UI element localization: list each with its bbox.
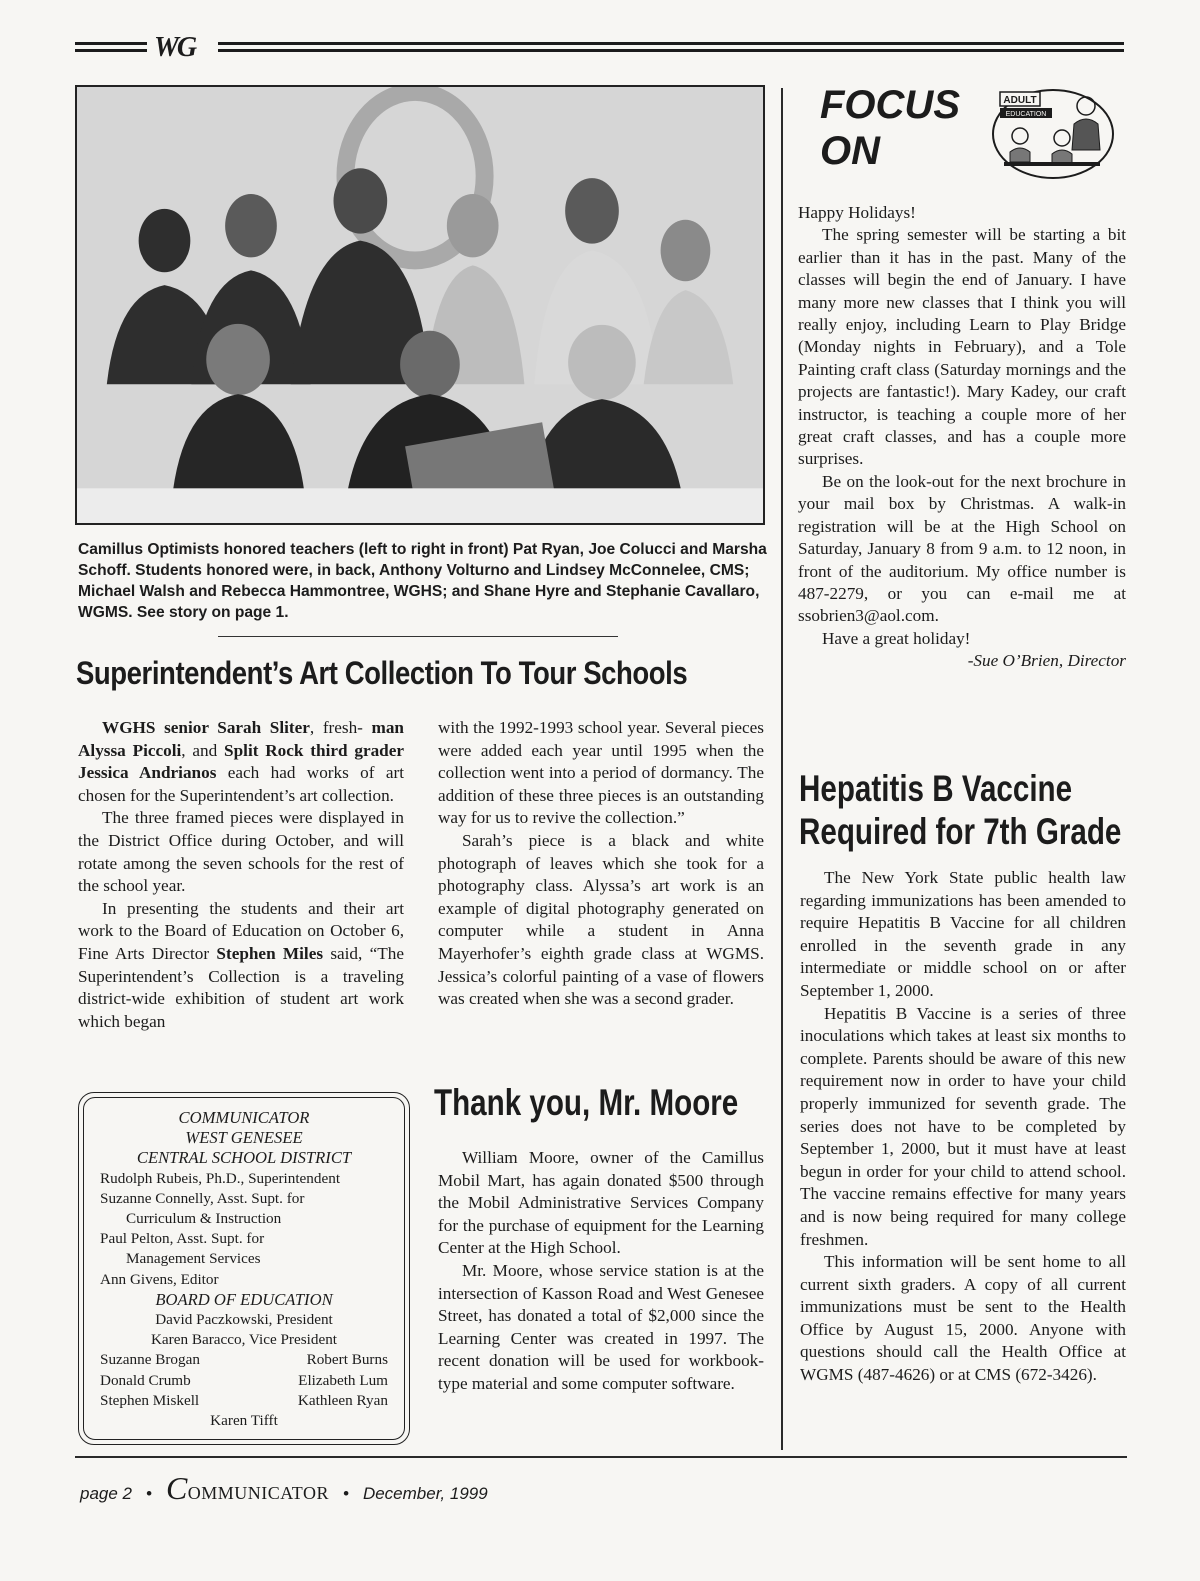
staff-line: Curriculum & Instruction (126, 1210, 282, 1228)
communicator-staff-box (78, 1092, 410, 1445)
art-paragraph-1 (78, 717, 404, 807)
staff-line: Ann Givens, Editor (100, 1270, 219, 1288)
district-name-1: WEST GENESEE (185, 1128, 303, 1148)
page-footer (80, 1470, 488, 1507)
focus-title-line-1: FOCUS (820, 83, 960, 127)
staff-line: Rudolph Rubeis, Ph.D., Superintendent (100, 1169, 341, 1187)
board-member: Robert Burns (306, 1351, 388, 1369)
staff-box-inner (83, 1097, 405, 1440)
art-article-column-1 (78, 717, 404, 1033)
focus-title-line-2: ON (820, 129, 880, 173)
bold-name: WGHS senior Sarah Sliter (102, 718, 310, 737)
adult-education-badge-icon (990, 84, 1116, 180)
moore-paragraph-1: William Moore, owner of the Camillus Mobil Mart, has again donated $500 through the Mobil Administrative Services Company for the purchase of equipment for the Learning Center at the High School. (438, 1148, 764, 1258)
board-member: Elizabeth Lum (298, 1371, 388, 1389)
art-paragraph-5: Sarah’s piece is a black and white photograph of leaves which she took for a photography class. Alyssa’s art work is an example of digital photography generated on computer while a student in Anna Mayerhofer’s eighth grade class at WGMS. Jessica’s colorful painting of a vase of flowers was created when she was a second grader. (438, 830, 764, 1009)
text-run: , and (181, 740, 225, 760)
photo-illustration (77, 87, 763, 523)
board-member: Donald Crumb (100, 1371, 191, 1389)
district-name-2: CENTRAL SCHOOL DISTRICT (136, 1148, 352, 1168)
text-run: said, “The Superintendent’s Collection is a traveling district-wide exhibition of student art work which began (78, 943, 404, 1031)
issue-date: December, 1999 (362, 1484, 488, 1503)
badge-text-2: EDUCATION (1005, 111, 1047, 118)
page-number: page 2 (80, 1484, 132, 1503)
focus-on-title (820, 82, 960, 174)
staff-line: Suzanne Connelly, Asst. Supt. for (100, 1189, 305, 1207)
hepatitis-paragraph-1: The New York State public health law regarding immunizations has been amended to require Hepatitis B Vaccine for all children enrolled in the seventh grade in any intermediate or middle school on or after September 1, 2000. (800, 868, 1126, 1000)
moore-article-headline: Thank you, Mr. Moore (434, 1082, 739, 1123)
photo-caption: Camillus Optimists honored teachers (left to right in front) Pat Ryan, Joe Colucci and Marsha Schoff. Students honored were, in back, Anthony Volturno and Lindsey McConnelee, CMS; Michael Walsh and Rebecca Hammontree, WGHS; and Shane Hyre and Stephanie Cavallaro, WGMS. See story on page 1. (78, 541, 767, 621)
moore-article-body (438, 1147, 764, 1396)
art-article-headline: Superintendent’s Art Collection To Tour Schools (76, 655, 688, 691)
honorees-photo (75, 85, 765, 525)
hepatitis-paragraph-2: Hepatitis B Vaccine is a series of three inoculations which takes at least six months to complete. Parents should be aware of this new requirement now in order to have your child properly immunized for seventh grade. The series does not have to be completed by September 1, 2000, but it must have at least begun in order for your child to attend school. The vaccine remains effective for many years and is now being required for many college freshmen. (800, 1003, 1126, 1249)
board-member-row (100, 1391, 388, 1411)
art-paragraph-4: with the 1992-1993 school year. Several pieces were added each year until 1995 when the collection went into a period of dormancy. The addition of these three pieces is an outstanding way for us to revive the collection.” (438, 718, 764, 828)
board-officer: David Paczkowski, President (155, 1311, 333, 1329)
focus-paragraph-1: The spring semester will be starting a bit earlier than it has in the past. Many of the classes will begin the end of January. I have many more new classes that I think you will really enjoy, including Learn to Play Bridge (Monday nights in February), and a Tole Painting craft class (Saturday mornings and the projects are fantastic!). Mary Kadey, our craft instructor, is teaching a couple more of her great craft classes, and has a couple more surprises. (798, 225, 1126, 469)
masthead-rule-right (218, 42, 1124, 52)
hepatitis-body (800, 867, 1126, 1387)
bold-name: Split Rock third grader Jessica Andrianos (78, 740, 404, 783)
publication-rest: OMMUNICATOR (187, 1483, 329, 1503)
text-run: each had works of art chosen for the Superintendent’s art collection. (78, 763, 404, 805)
focus-greeting: Happy Holidays! (798, 203, 916, 222)
focus-signoff: -Sue O’Brien, Director (967, 651, 1126, 671)
text-run: In presenting the students and their art work to the Board of Education on October 6, Fine Arts Director (78, 898, 404, 963)
board-member: Karen Tifft (210, 1412, 278, 1430)
hepatitis-headline-line-1: Hepatitis B Vaccine (799, 768, 1073, 809)
board-member: Kathleen Ryan (297, 1391, 388, 1409)
staff-line: Management Services (126, 1250, 261, 1268)
staff-box-title: COMMUNICATOR (178, 1108, 310, 1127)
focus-paragraph-2: Be on the look-out for the next brochure in your mail box by Christmas. A walk-in registration will be at the High School on Saturday, January 8 from 9 a.m. to 12 noon, in front of the auditorium. My office number is 487-2279, or you can e-mail me at ssobrien3@aol.com. (798, 471, 1126, 626)
focus-paragraph-3: Have a great holiday! (822, 628, 971, 648)
board-title: BOARD OF EDUCATION (155, 1289, 333, 1309)
moore-paragraph-2: Mr. Moore, whose service station is at the intersection of Kasson Road and West Genesee Street, has donated a total of $2,000 since the Learning Center was created in 1997. The recent donation will be used for workbook-type material and some computer software. (438, 1260, 764, 1393)
footer-bullet: • (146, 1484, 152, 1503)
wg-logo: WG (154, 32, 196, 63)
art-article-column-2 (438, 717, 764, 1011)
board-member: Stephen Miskell (100, 1391, 200, 1409)
staff-line: Paul Pelton, Asst. Supt. for (100, 1230, 265, 1248)
publication-initial: C (165, 1470, 188, 1506)
hepatitis-headline (799, 767, 1121, 853)
art-paragraph-3 (78, 898, 404, 1034)
badge-text-1: ADULT (1003, 95, 1037, 106)
hepatitis-headline-line-2: Required for 7th Grade (799, 811, 1122, 852)
board-member-row (100, 1350, 388, 1370)
masthead-rule-left (75, 42, 147, 52)
column-divider (781, 88, 783, 1450)
board-officer: Karen Baracco, Vice President (150, 1331, 338, 1349)
bold-name: Stephen Miles (216, 943, 324, 963)
footer-bullet: • (342, 1484, 349, 1503)
art-paragraph-2: The three framed pieces were displayed in the District Office during October, and will rotate among the seven schools for the rest of the school year. (78, 808, 404, 896)
focus-column-body (798, 202, 1126, 673)
bold-name: man Alyssa Piccoli (78, 718, 404, 760)
caption-divider (218, 636, 618, 637)
board-member: Suzanne Brogan (100, 1351, 200, 1369)
text-run: , fresh- (309, 718, 363, 737)
publication-name (166, 1470, 329, 1507)
hepatitis-paragraph-3: This information will be sent home to all current sixth graders. A copy of all current immunizations must be sent to the Health Office by August 15, 2000. Anyone with questions should call the Health Office at WGMS (487-4626) or at CMS (672-3426). (800, 1252, 1126, 1385)
board-member-row (100, 1371, 388, 1391)
footer-rule (75, 1456, 1127, 1458)
